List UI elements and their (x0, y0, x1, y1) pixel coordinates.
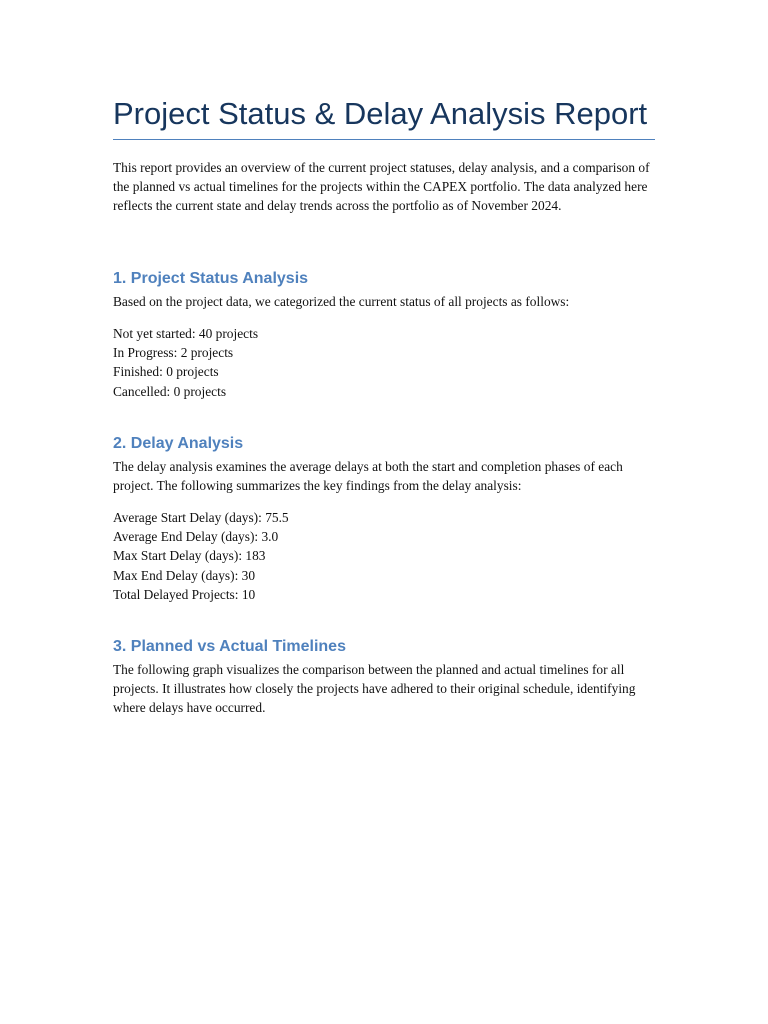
report-title: Project Status & Delay Analysis Report (113, 96, 648, 131)
title-underline (113, 139, 655, 140)
list-item: Cancelled: 0 projects (113, 383, 227, 399)
delay-list (113, 508, 658, 604)
list-item: Max End Delay (days): 30 (113, 567, 256, 583)
section-heading-timelines: 3. Planned vs Actual Timelines (113, 638, 346, 655)
list-item: In Progress: 2 projects (113, 345, 234, 361)
list-item: Average Start Delay (days): 75.5 (113, 510, 289, 525)
list-item: Finished: 0 projects (113, 364, 219, 380)
list-item: Total Delayed Projects: 10 (113, 586, 256, 602)
section-paragraph-delay: The delay analysis examines the average delays at both the start and completion phases of each project. The following summarizes the key findings from the delay analysis: (113, 459, 623, 494)
list-item: Not yet started: 40 projects (113, 326, 259, 341)
section-paragraph-timelines: The following graph visualizes the comparison between the planned and actual timelines for all projects. It illustrates how closely the projects have adhered to their original schedule, identifying where delays have occurred. (113, 662, 636, 716)
list-item: Max Start Delay (days): 183 (113, 548, 266, 564)
status-list (113, 324, 658, 401)
section-paragraph-status: Based on the project data, we categorized the current status of all projects as follows: (113, 294, 570, 309)
intro-paragraph: This report provides an overview of the current project statuses, delay analysis, and a comparison of the planned vs actual timelines for the projects within the CAPEX portfolio. The data analyzed here reflects the current state and delay trends across the portfolio as of November 2024. (113, 160, 650, 214)
section-heading-status: 1. Project Status Analysis (113, 270, 309, 287)
section-heading-delay: 2. Delay Analysis (113, 435, 244, 452)
list-item: Average End Delay (days): 3.0 (113, 529, 279, 545)
